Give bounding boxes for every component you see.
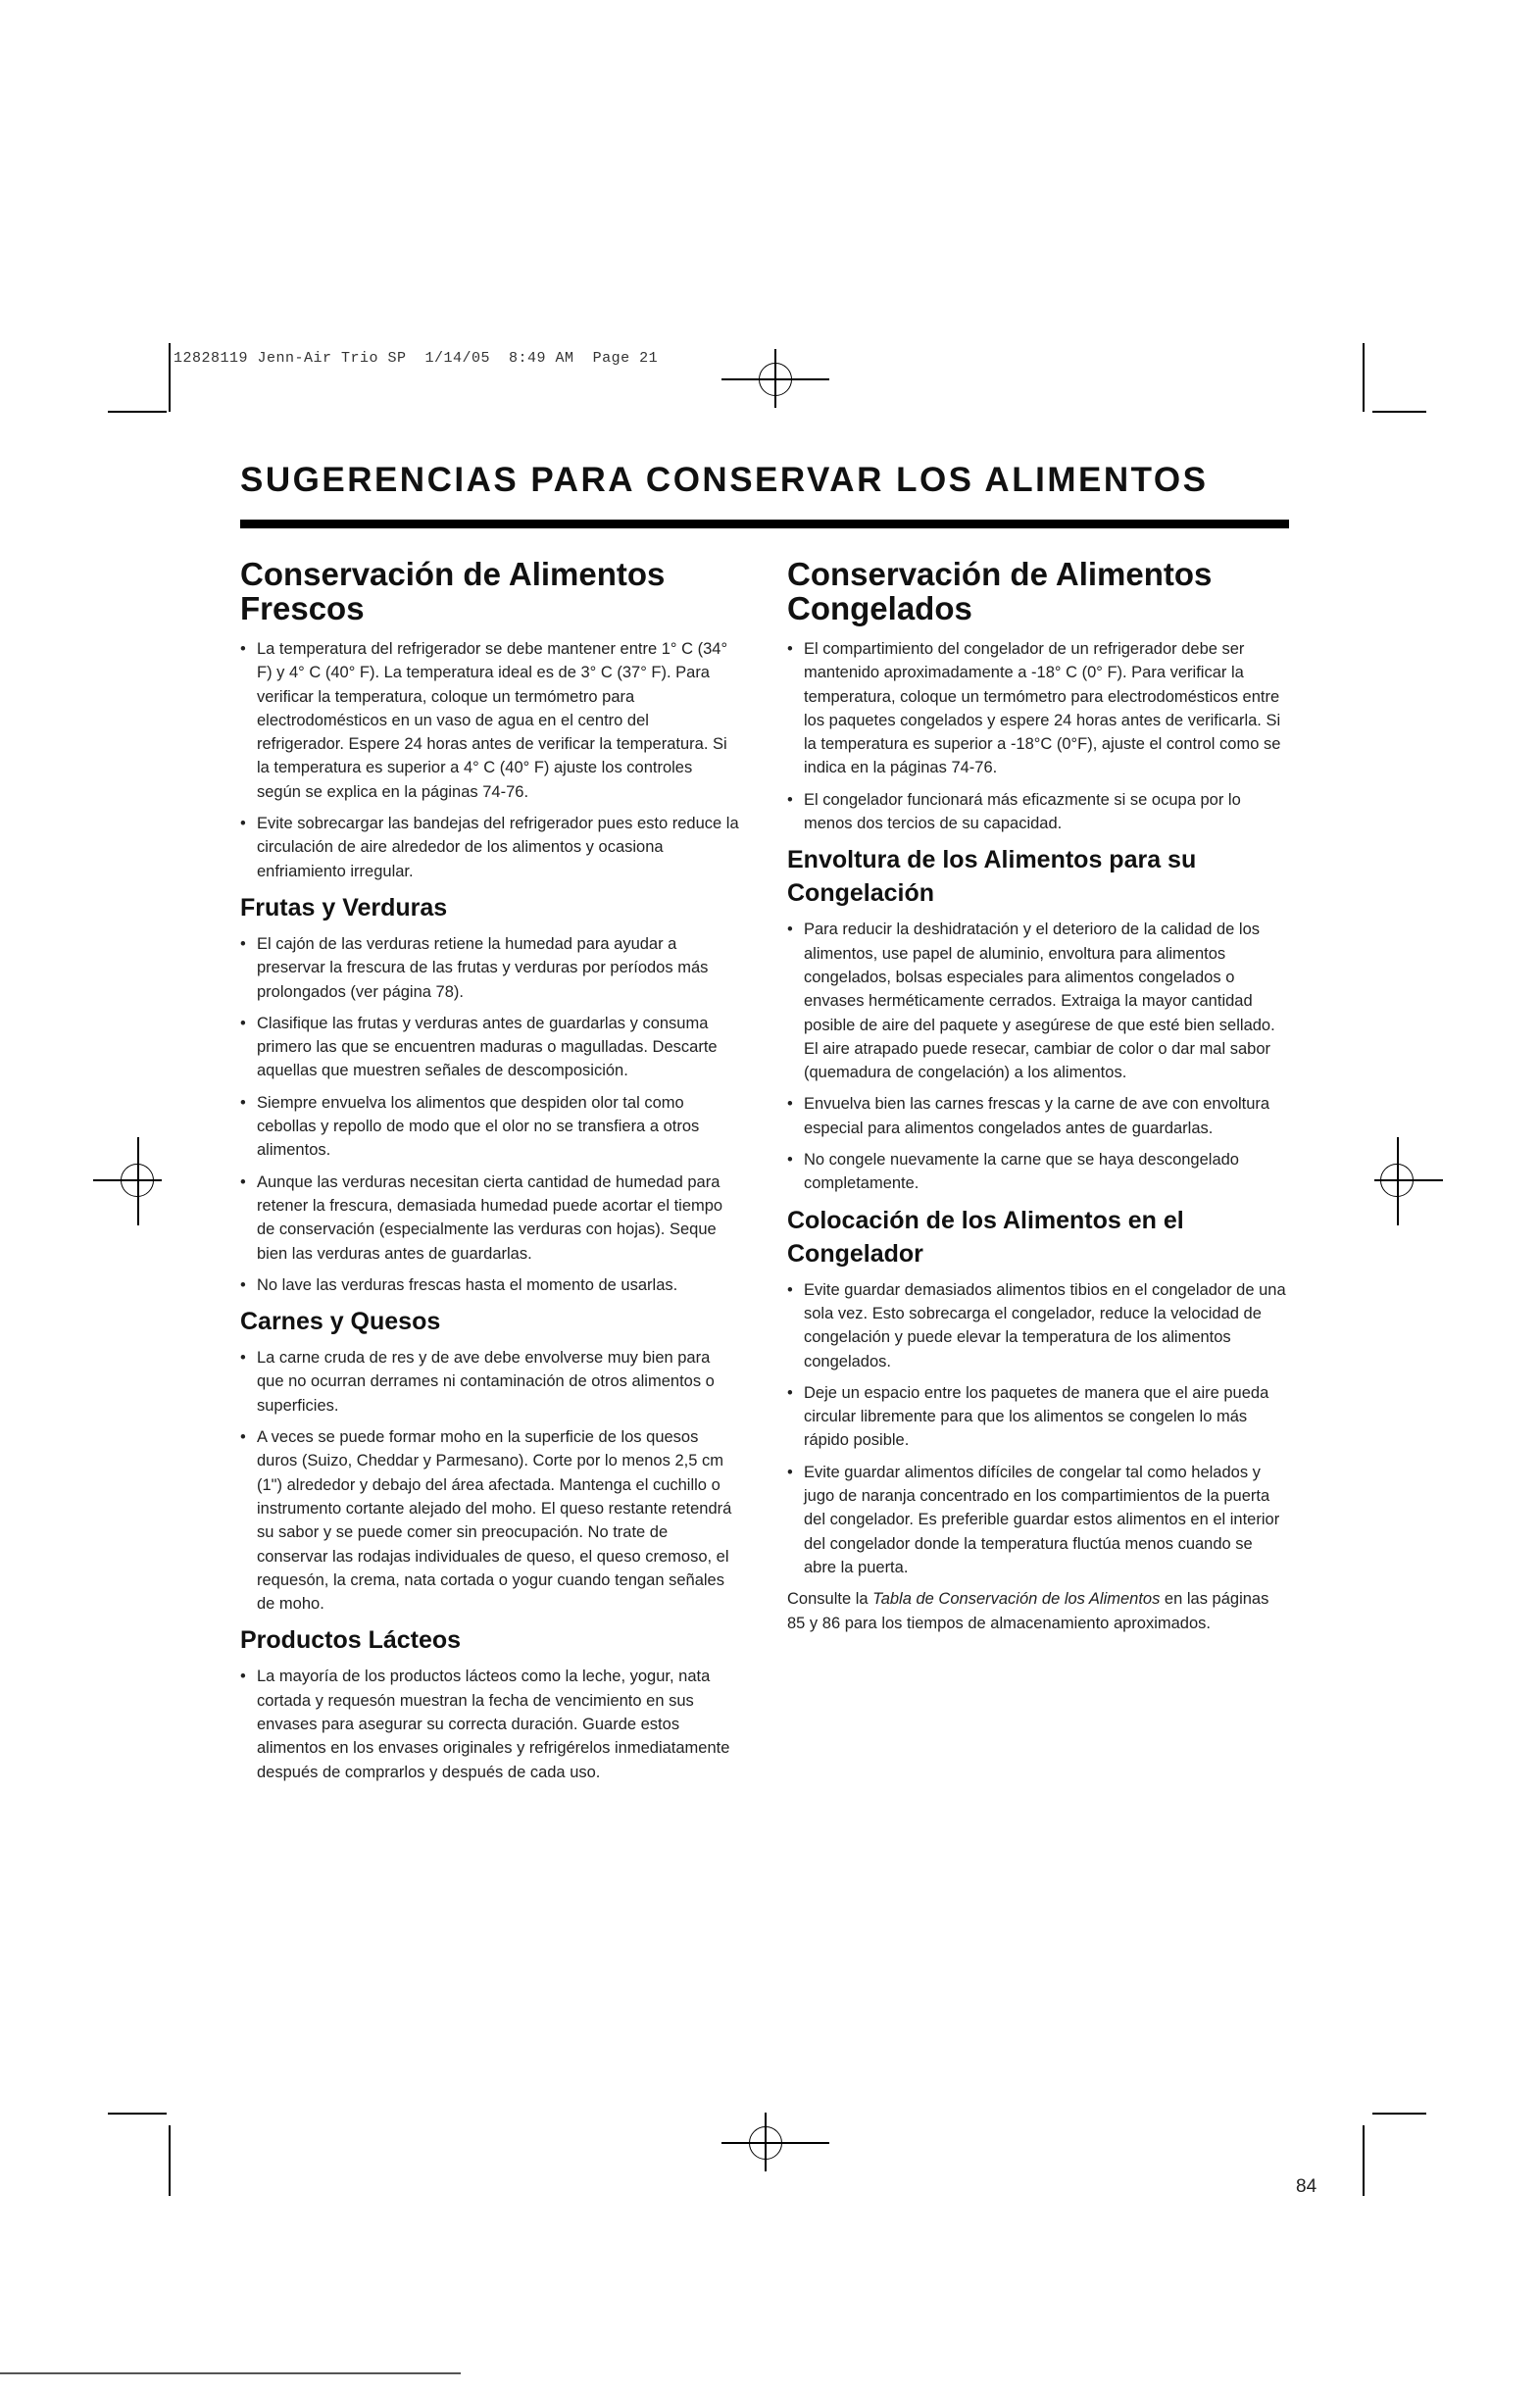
bottom-edge-line — [0, 2372, 461, 2374]
crop-mark-bottom-right-v — [1363, 2125, 1365, 2196]
crop-mark-bottom-right-h — [1372, 2113, 1426, 2115]
list-item: • Evite guardar alimentos difíciles de congelar tal como helados y jugo de naranja concentrado en los compartimientos de la puerta del congelador. Es preferible guardar estos alimentos en el interior del congelador donde la temperatura fluctúa menos cuando se abre la puerta. — [787, 1461, 1287, 1579]
crop-mark-top-right-v — [1363, 343, 1365, 412]
list-item: • Aunque las verduras necesitan cierta cantidad de humedad para retener la frescura, demasiada humedad puede acortar el tiempo de conservación (especialmente las verduras con hojas). Seque bien las verduras antes de guardarlas. — [240, 1171, 740, 1266]
list-item: • Para reducir la deshidratación y el deterioro de la calidad de los alimentos, use papel de aluminio, envoltura para alimentos congelados, bolsas especiales para alimentos congelados o envases herméticamente cerrados. Extraiga la mayor cantidad posible de aire del paquete y asegúrese de que esté bien sellado. El aire atrapado puede resecar, cambiar de color o dar mal sabor (quemadura de congelación) a los alimentos. — [787, 918, 1287, 1084]
title-rule — [240, 520, 1289, 528]
list-fruits-vegetables — [240, 932, 740, 1297]
list-item: • A veces se puede formar moho en la superficie de los quesos duros (Suizo, Cheddar y Parmesano). Corte por lo menos 2,5 cm (1") alrededor y debajo del área afectada. Mantenga el cuchillo o instrumento cortante alejado del moho. El queso restante retendrá su sabor y se puede comer sin preocupación. No trate de conservar las rodajas individuales de queso, el queso cremoso, el requesón, la crema, nata cortada o yogur cuando tengan señales de moho. — [240, 1425, 740, 1616]
crop-mark-bottom-left-v — [169, 2125, 171, 2196]
page-number: 84 — [1296, 2176, 1317, 2197]
list-frozen-food — [787, 637, 1287, 835]
heading-wrapping: Envoltura de los Alimentos para su Congelación — [787, 846, 1197, 908]
list-item: • La mayoría de los productos lácteos como la leche, yogur, nata cortada y requesón muestran la fecha de vencimiento en sus envases para asegurar su correcta duración. Guarde estos alimentos en los envases originales y refrigérelos inmediatamente después de comprarlos y después de cada uso. — [240, 1665, 740, 1783]
heading-frozen-food: Conservación de Alimentos Congelados — [787, 556, 1213, 626]
list-item: • Deje un espacio entre los paquetes de manera que el aire pueda circular libremente para que los alimentos se congelen lo más rápido posible. — [787, 1381, 1287, 1453]
heading-dairy: Productos Lácteos — [240, 1626, 462, 1655]
list-item: • El cajón de las verduras retiene la humedad para ayudar a preservar la frescura de las frutas y verduras por períodos más prolongados (ver página 78). — [240, 932, 740, 1004]
page-title: SUGERENCIAS PARA CONSERVAR LOS ALIMENTOS — [240, 461, 1209, 499]
list-item: • El congelador funcionará más eficazmente si se ocupa por lo menos dos tercios de su capacidad. — [787, 788, 1287, 836]
list-item: • Siempre envuelva los alimentos que despiden olor tal como cebollas y repollo de modo que el olor no se transfiera a otros alimentos. — [240, 1091, 740, 1163]
heading-meats-cheeses: Carnes y Quesos — [240, 1308, 441, 1336]
list-item: • Evite guardar demasiados alimentos tibios en el congelador de una sola vez. Esto sobrecarga el congelador, reduce la velocidad de congelación y puede elevar la temperatura de los alimentos congelados. — [787, 1278, 1287, 1373]
crop-mark-bottom-left-h — [108, 2113, 167, 2115]
heading-freezer-placement: Colocación de los Alimentos en el Congelador — [787, 1206, 1184, 1268]
storage-chart-note — [787, 1587, 1287, 1635]
crop-mark-top-left-h — [108, 411, 167, 413]
list-item: • Clasifique las frutas y verduras antes de guardarlas y consuma primero las que se encuentren maduras o magulladas. Descarte aquellas que muestren señales de descomposición. — [240, 1012, 740, 1083]
list-dairy — [240, 1665, 740, 1783]
list-item: • No congele nuevamente la carne que se haya descongelado completamente. — [787, 1148, 1287, 1196]
list-meats-cheeses — [240, 1346, 740, 1616]
list-item: • El compartimiento del congelador de un refrigerador debe ser mantenido aproximadamente a -18° C (0° F). Para verificar la temperatura, coloque un termómetro para electrodomésticos entre los paquetes congelados y espere 24 horas antes de verificarla. Si la temperatura es superior a -18°C (0°F), ajuste el control como se indica en la páginas 74-76. — [787, 637, 1287, 780]
list-freezer-placement — [787, 1278, 1287, 1580]
crop-mark-top-left-v — [169, 343, 171, 412]
list-item: • Evite sobrecargar las bandejas del refrigerador pues esto reduce la circulación de aire alrededor de los alimentos y ocasiona enfriamiento irregular. — [240, 812, 740, 883]
crop-mark-top-right-h — [1372, 411, 1426, 413]
list-item: • La carne cruda de res y de ave debe envolverse muy bien para que no ocurran derrames ni contaminación de otros alimentos o superficies. — [240, 1346, 740, 1418]
right-column — [787, 557, 1287, 1635]
note-chart-link: Tabla de Conservación de los Alimentos — [872, 1590, 1161, 1609]
list-item: • La temperatura del refrigerador se debe mantener entre 1° C (34° F) y 4° C (40° F). La temperatura ideal es de 3° C (37° F). Para verificar la temperatura, coloque un termómetro para electrodomésticos en un vaso de agua en el centro del refrigerador. Espere 24 horas antes de verificar la temperatura. Si la temperatura es superior a 4° C (40° F) ajuste los controles según se explica en la páginas 74-76. — [240, 637, 740, 804]
list-wrapping — [787, 918, 1287, 1195]
printer-slug: 12828119 Jenn-Air Trio SP 1/14/05 8:49 AM Page 21 — [174, 350, 659, 367]
note-prefix: Consulte la — [787, 1590, 873, 1609]
list-fresh-food — [240, 637, 740, 883]
list-item: • No lave las verduras frescas hasta el momento de usarlas. — [240, 1273, 740, 1297]
heading-fresh-food: Conservación de Alimentos Frescos — [240, 556, 666, 626]
note-suffix: en las páginas 85 y 86 para los tiempos de almacenamiento aproximados. — [787, 1590, 1269, 1632]
left-column — [240, 557, 740, 1792]
heading-fruits-vegetables: Frutas y Verduras — [240, 893, 448, 922]
list-item: • Envuelva bien las carnes frescas y la carne de ave con envoltura especial para alimentos congelados antes de guardarlas. — [787, 1092, 1287, 1140]
